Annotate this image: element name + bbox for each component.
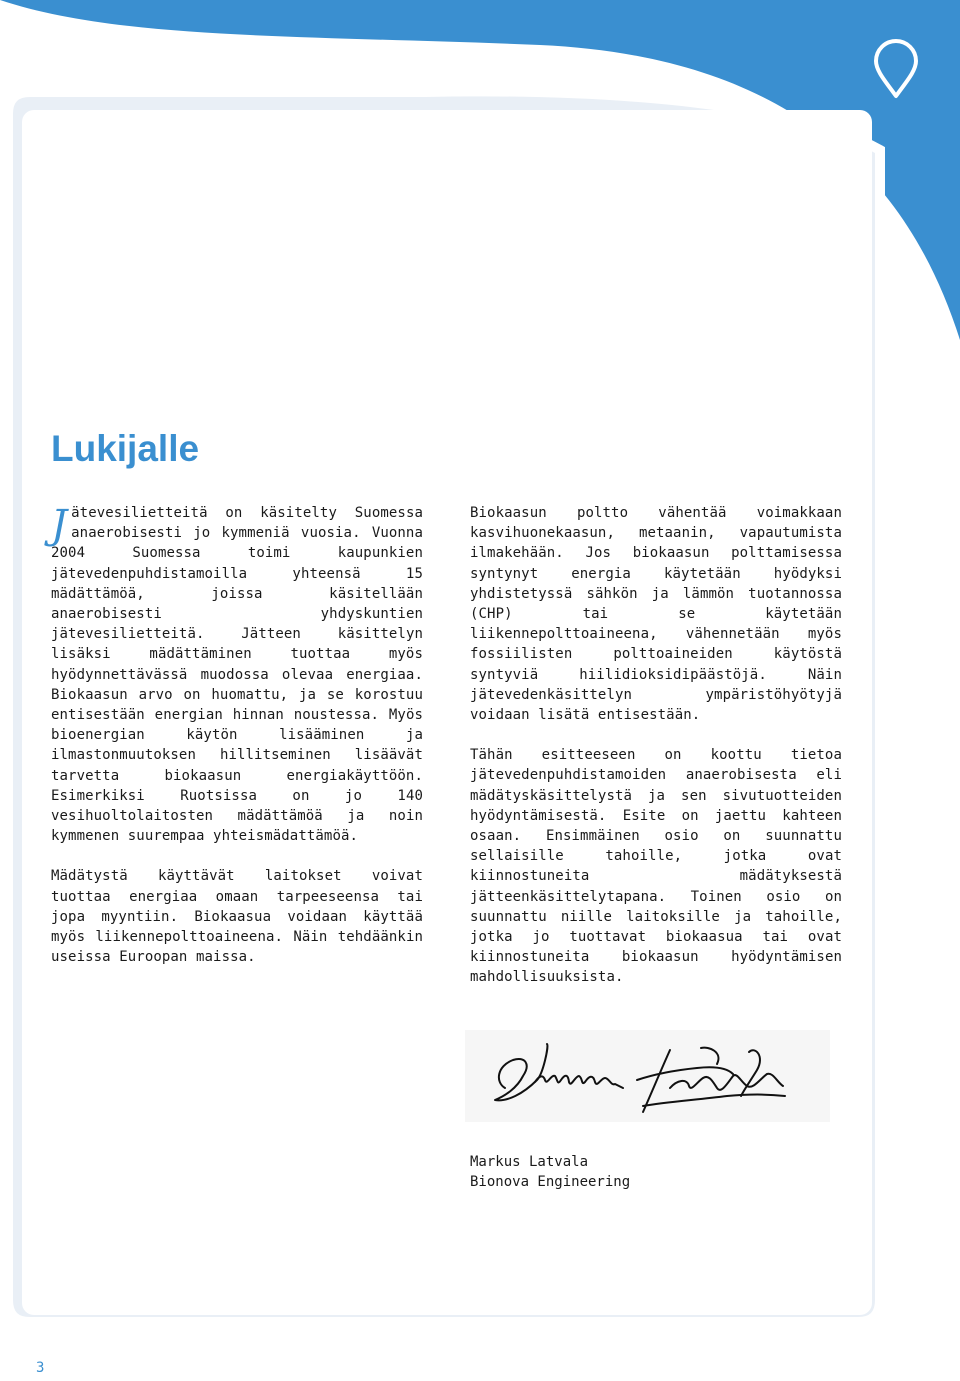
right-column (470, 503, 842, 1008)
location-pin-icon (872, 38, 920, 100)
left-paragraph-2: Mädätystä käyttävät laitokset voivat tuottaa energiaa omaan tarpeeseensa tai jopa myyntiin. Biokaasua voidaan käyttää myös liikennepolttoaineena. Näin tehdäänkin useissa Euroopan maissa. (51, 868, 423, 966)
left-paragraph-1-text: ätevesilietteitä on käsitelty Suomessa anaerobisesti jo kymmeniä vuosia. Vuonna 2004 Suomessa toimi kaupunkien jätevedenpuhdistamoilla yhteensä 15 mädättämöä, joissa käsitellään anaerobisesti yhdyskuntien jätevesilietteitä. Jätteen käsittelyn lisäksi mädättäminen tuottaa myös hyödynnettävässä muodossa olevaa energiaa. Biokaasun arvo on huomattu, ja se korostuu entisestään energian hinnan noustessa. Myös bioenergian käytön lisääminen ja ilmastonmuutoksen hillitseminen lisäävät tarvetta biokaasun energiakäyttöön. Esimerkiksi Ruotsissa on jo 140 vesihuoltolaitosten mädättämöä ja noin kymmenen suurempaa yhteismädattämöä. (51, 505, 423, 845)
signer-name: Markus Latvala (470, 1154, 589, 1170)
right-paragraph-2: Tähän esitteeseen on koottu tietoa jätevedenpuhdistamoiden anaerobisesta eli mädätyskäsittelystä ja sen sivutuotteiden hyödyntämisestä. Esite on jaettu kahteen osaan. Ensimmäinen osio on suunnattu sellaisille tahoille, jotka ovat kiinnostuneita mädätyksestä jätteenkäsittelytapana. Toinen osio on suunnattu niille laitoksille ja tahoille, jotka jo tuottavat biokaasua tai ovat kiinnostuneita biokaasun hyödyntämisen mahdollisuuksista. (470, 747, 842, 986)
handwritten-signature (465, 1030, 830, 1122)
page-title: Lukijalle (51, 428, 200, 469)
signer-block (470, 1152, 630, 1192)
page-number: 3 (36, 1360, 45, 1376)
left-paragraph-1 (51, 503, 423, 846)
right-paragraph-1: Biokaasun poltto vähentää voimakkaan kasvihuonekaasun, metaanin, vapautumista ilmakehään. Jos biokaasun polttamisessa syntynyt energia käytetään hyödyksi yhdistetyssä sähkön ja lämmön tuotannossa (CHP) tai se käytetään liikennepolttoaineena, vähennetään myös fossiilisten polttoaineiden käytöstä syntyviä hiilidioksidipäästöjä. Näin jätevedenkäsittelyn ympäristöhyötyjä voidaan lisätä entisestään. (470, 505, 842, 724)
drop-cap: J (51, 502, 68, 548)
left-column (51, 503, 423, 987)
signer-company: Bionova Engineering (470, 1174, 631, 1191)
